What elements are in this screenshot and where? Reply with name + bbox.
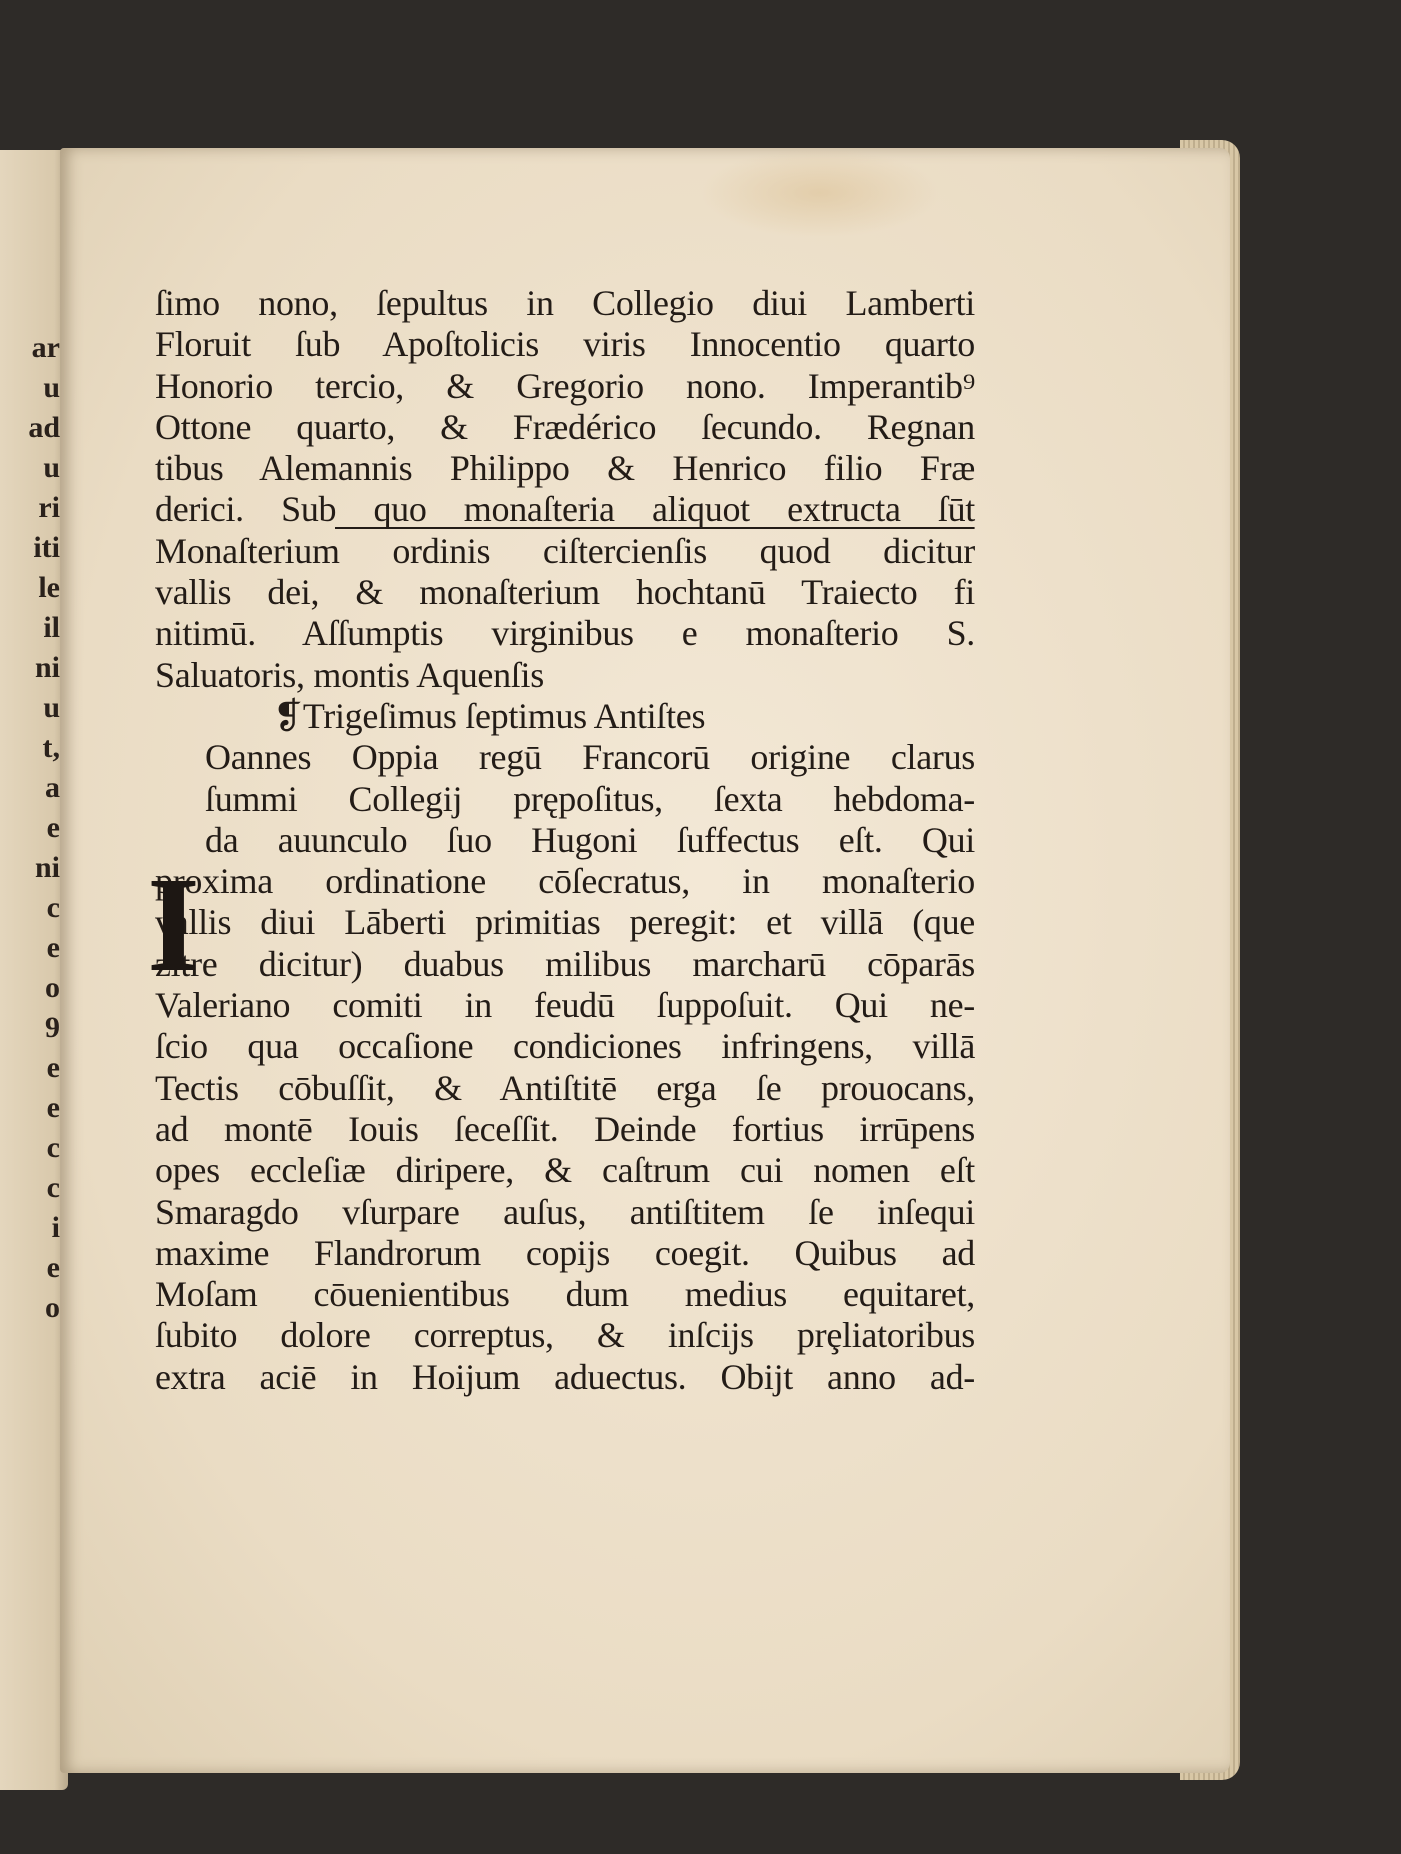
paper-stain — [700, 148, 940, 238]
text-line — [155, 944, 975, 985]
left-page-fragment: e — [46, 1051, 60, 1084]
text-line — [155, 820, 975, 861]
left-page-fragment: e — [46, 1251, 60, 1284]
text-line-content: tibus Alemannis Philippo & Henrico filio Fræ — [155, 448, 975, 489]
text-line — [155, 1068, 975, 1109]
text-line-content: Moſam cōuenientibus dum medius equitaret, — [155, 1274, 975, 1315]
text-line-content: vallis dei, & monaſterium hochtanū Traiecto fi — [155, 572, 975, 613]
text-line-content: Tectis cōbuſſit, & Antiſtitē erga ſe prouocans, — [155, 1067, 975, 1108]
left-page-fragment: e — [46, 931, 60, 964]
text-line-content: proxima ordinatione cōſecratus, in monaſterio — [155, 861, 975, 902]
left-page-fragment: a — [45, 771, 60, 804]
text-line-content: extra aciē in Hoijum aduectus. Obijt anno ad- — [155, 1356, 975, 1397]
text-line-content: Smaragdo vſurpare auſus, antiſtitem ſe inſequi — [155, 1191, 975, 1232]
text-line — [155, 1274, 975, 1315]
text-line — [155, 324, 975, 365]
text-line — [155, 779, 975, 820]
text-line-content: Valeriano comiti in feudū ſuppoſuit. Qui ne- — [155, 985, 975, 1026]
left-page-fragment: u — [43, 691, 60, 724]
text-line-content: ſummi Collegij prępoſitus, ſexta hebdoma- — [205, 778, 975, 819]
text-line — [155, 283, 975, 324]
page-text — [147, 283, 975, 1398]
left-page-fragment: ni — [34, 851, 60, 884]
text-line-content: Saluatoris, montis Aquenſis — [155, 654, 544, 695]
left-page-fragment: o — [45, 1291, 60, 1324]
text-line — [155, 1150, 975, 1191]
left-page-fragment: c — [46, 891, 60, 924]
text-line-content: ſcio qua occaſione condiciones infringens, villā — [155, 1026, 975, 1067]
text-line — [155, 655, 975, 696]
left-page-fragment: o — [45, 971, 60, 1004]
left-page-fragment: ri — [38, 491, 60, 524]
left-page-fragment: i — [51, 1211, 60, 1244]
left-page-fragment: ni — [34, 651, 60, 684]
section-heading — [155, 696, 975, 737]
text-line — [155, 366, 975, 407]
left-page-fragment: u — [43, 451, 60, 484]
text-line — [155, 985, 975, 1026]
text-line — [155, 572, 975, 613]
text-line-content: Monaſterium ordinis ciſtercienſis quod dicitur — [155, 530, 975, 571]
left-page-fragment: e — [46, 811, 60, 844]
text-line — [155, 1233, 975, 1274]
text-line-content: Ottone quarto, & Frædérico ſecundo. Regnan — [155, 406, 975, 447]
text-line — [155, 407, 975, 448]
left-page-fragment: c — [46, 1171, 60, 1204]
left-page-fragment: il — [43, 611, 60, 644]
left-page-fragment: t, — [42, 731, 60, 764]
left-page-fragment: iti — [33, 531, 60, 564]
left-page-edge — [0, 150, 68, 1790]
left-page-fragment: ad — [28, 411, 60, 444]
text-line — [155, 737, 975, 778]
text-line-content: nitimū. Aſſumptis virginibus e monaſterio S. — [155, 613, 975, 654]
left-page-fragment: ar — [31, 331, 60, 364]
left-page-fragment: c — [46, 1131, 60, 1164]
text-line-content: vallis diui Lāberti primitias peregit: et villā (que — [155, 902, 975, 943]
text-line-content: da auunculo ſuo Hugoni ſuffectus eſt. Qui — [205, 819, 975, 860]
text-line-content: Honorio tercio, & Gregorio nono. Imperantib⁹ — [155, 365, 975, 406]
text-line — [155, 531, 975, 572]
text-line — [155, 902, 975, 943]
text-line-content: Floruit ſub Apoſtolicis viris Innocentio quarto — [155, 324, 975, 365]
text-line — [155, 1315, 975, 1356]
text-line-content: opes eccleſiæ diripere, & caſtrum cui nomen eſt — [155, 1150, 975, 1191]
text-line-content: maxime Flandrorum copijs coegit. Quibus ad — [155, 1232, 975, 1273]
left-page-fragment: 9 — [45, 1011, 60, 1044]
left-page-fragment: le — [38, 571, 60, 604]
text-line-content: derici. Sub quo monaſteria aliquot extructa ſūt — [155, 489, 975, 530]
left-page-fragment: e — [46, 1091, 60, 1124]
text-line — [155, 1026, 975, 1067]
text-line — [155, 613, 975, 654]
left-page-fragment: u — [43, 371, 60, 404]
text-line — [155, 489, 975, 530]
text-line — [155, 1192, 975, 1233]
text-line-content: ſubito dolore correptus, & inſcijs prȩliatoribus — [155, 1315, 975, 1356]
text-line-content: zitre dicitur) duabus milibus marcharū cōparās — [155, 943, 975, 984]
text-line — [155, 448, 975, 489]
text-line-content: ad montē Iouis ſeceſſit. Deinde fortius irrūpens — [155, 1108, 975, 1149]
text-line-content: Oannes Oppia regū Francorū origine clarus — [205, 737, 975, 778]
drop-cap: I — [147, 850, 200, 1000]
text-line — [155, 1109, 975, 1150]
text-line — [155, 861, 975, 902]
text-line — [155, 1357, 975, 1398]
heading-text: ❡Trigeſimus ſeptimus Antiſtes — [273, 695, 706, 736]
text-line-content: ſimo nono, ſepultus in Collegio diui Lamberti — [155, 283, 975, 323]
